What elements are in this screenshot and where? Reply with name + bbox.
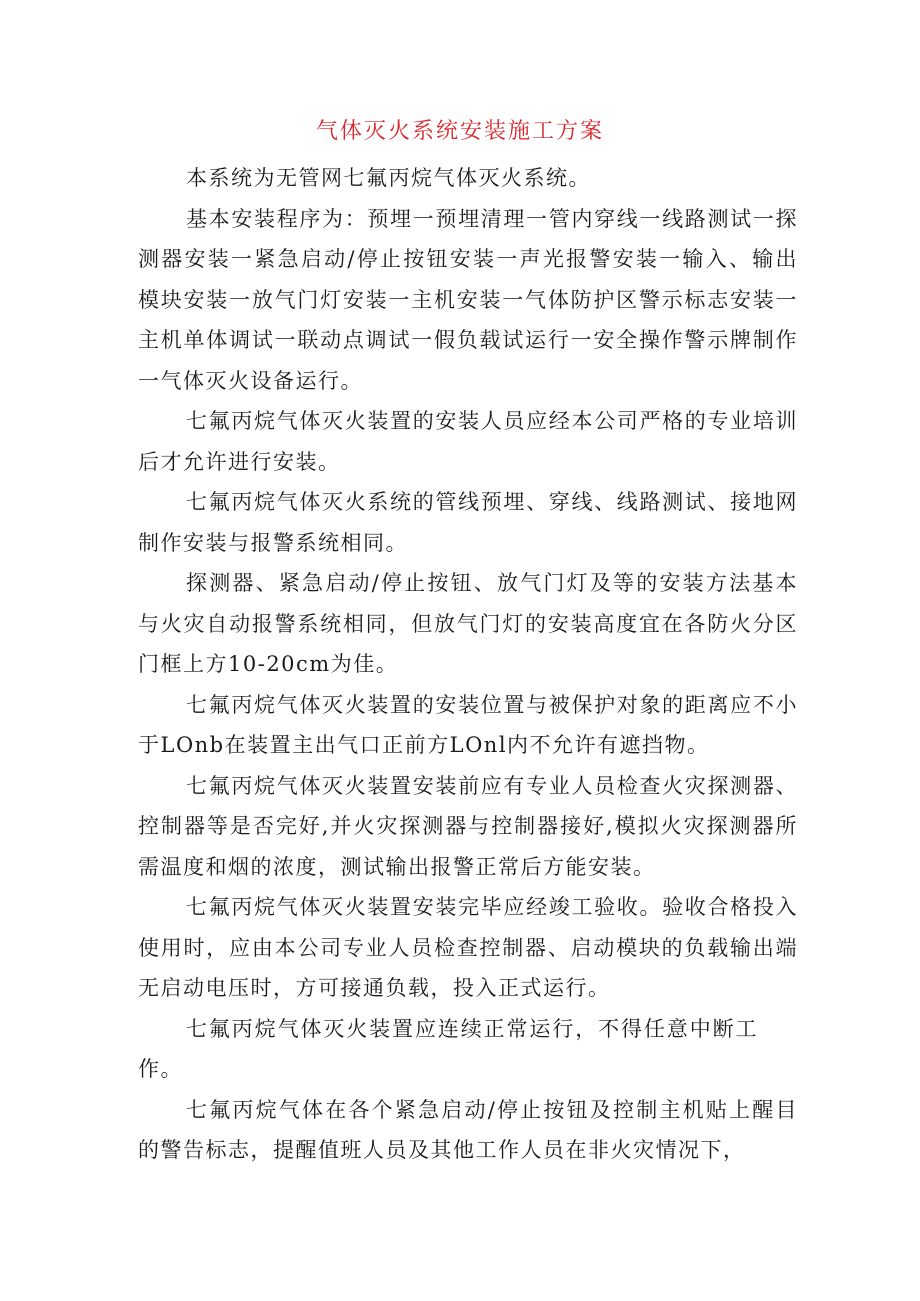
paragraph-acceptance: 七氟丙烷气体灭火装置安装完毕应经竣工验收。验收合格投入使用时，应由本公司专业人员检查控制器、启动模块的负载输出端无启动电压时，方可接通负载，投入正式运行。	[138, 895, 798, 1000]
paragraph-system-type: 本系统为无管网七氟丙烷气体灭火系统。	[186, 166, 591, 190]
paragraph-warning-signs: 七氟丙烷气体在各个紧急启动/停止按钮及控制主机贴上醒目的警告标志，提醒值班人员及其他工作人员在非火灾情况下，	[138, 1097, 798, 1162]
paragraph-detector-install: 探测器、紧急启动/停止按钮、放气门灯及等的安装方法基本与火灾自动报警系统相同，但放气门灯的安装高度宜在各防火分区门框上方10-20cm为佳。	[138, 571, 798, 676]
document-body	[138, 158, 798, 1171]
document-title: 气体灭火系统安装施工方案	[315, 119, 604, 144]
paragraph-pre-install-check: 七氟丙烷气体灭火装置安装前应有专业人员检查火灾探测器、控制器等是否完好,并火灾探测器与控制器接好,模拟火灾探测器所需温度和烟的浓度，测试输出报警正常后方能安装。	[138, 773, 798, 879]
paragraph-pipeline-wiring: 七氟丙烷气体灭火系统的管线预埋、穿线、线路测试、接地网制作安装与报警系统相同。	[138, 490, 798, 555]
paragraph-install-procedure: 基本安装程序为：预埋一预埋清理一管内穿线一线路测试一探测器安装一紧急启动/停止按钮安装一声光报警安装一输入、输出模块安装一放气门灯安装一主机安装一气体防护区警示标志安装一主机单体调试一联动点调试一假负载试运行一安全操作警示牌制作一气体灭火设备运行。	[138, 206, 798, 393]
paragraph-install-position: 七氟丙烷气体灭火装置的安装位置与被保护对象的距离应不小于LOnb在装置主出气口正前方LOnl内不允许有遮挡物。	[138, 692, 798, 757]
paragraph-continuous-operation: 七氟丙烷气体灭火装置应连续正常运行，不得任意中断工作。	[138, 1016, 758, 1081]
paragraph-installer-training: 七氟丙烷气体灭火装置的安装人员应经本公司严格的专业培训后才允许进行安装。	[138, 409, 798, 474]
